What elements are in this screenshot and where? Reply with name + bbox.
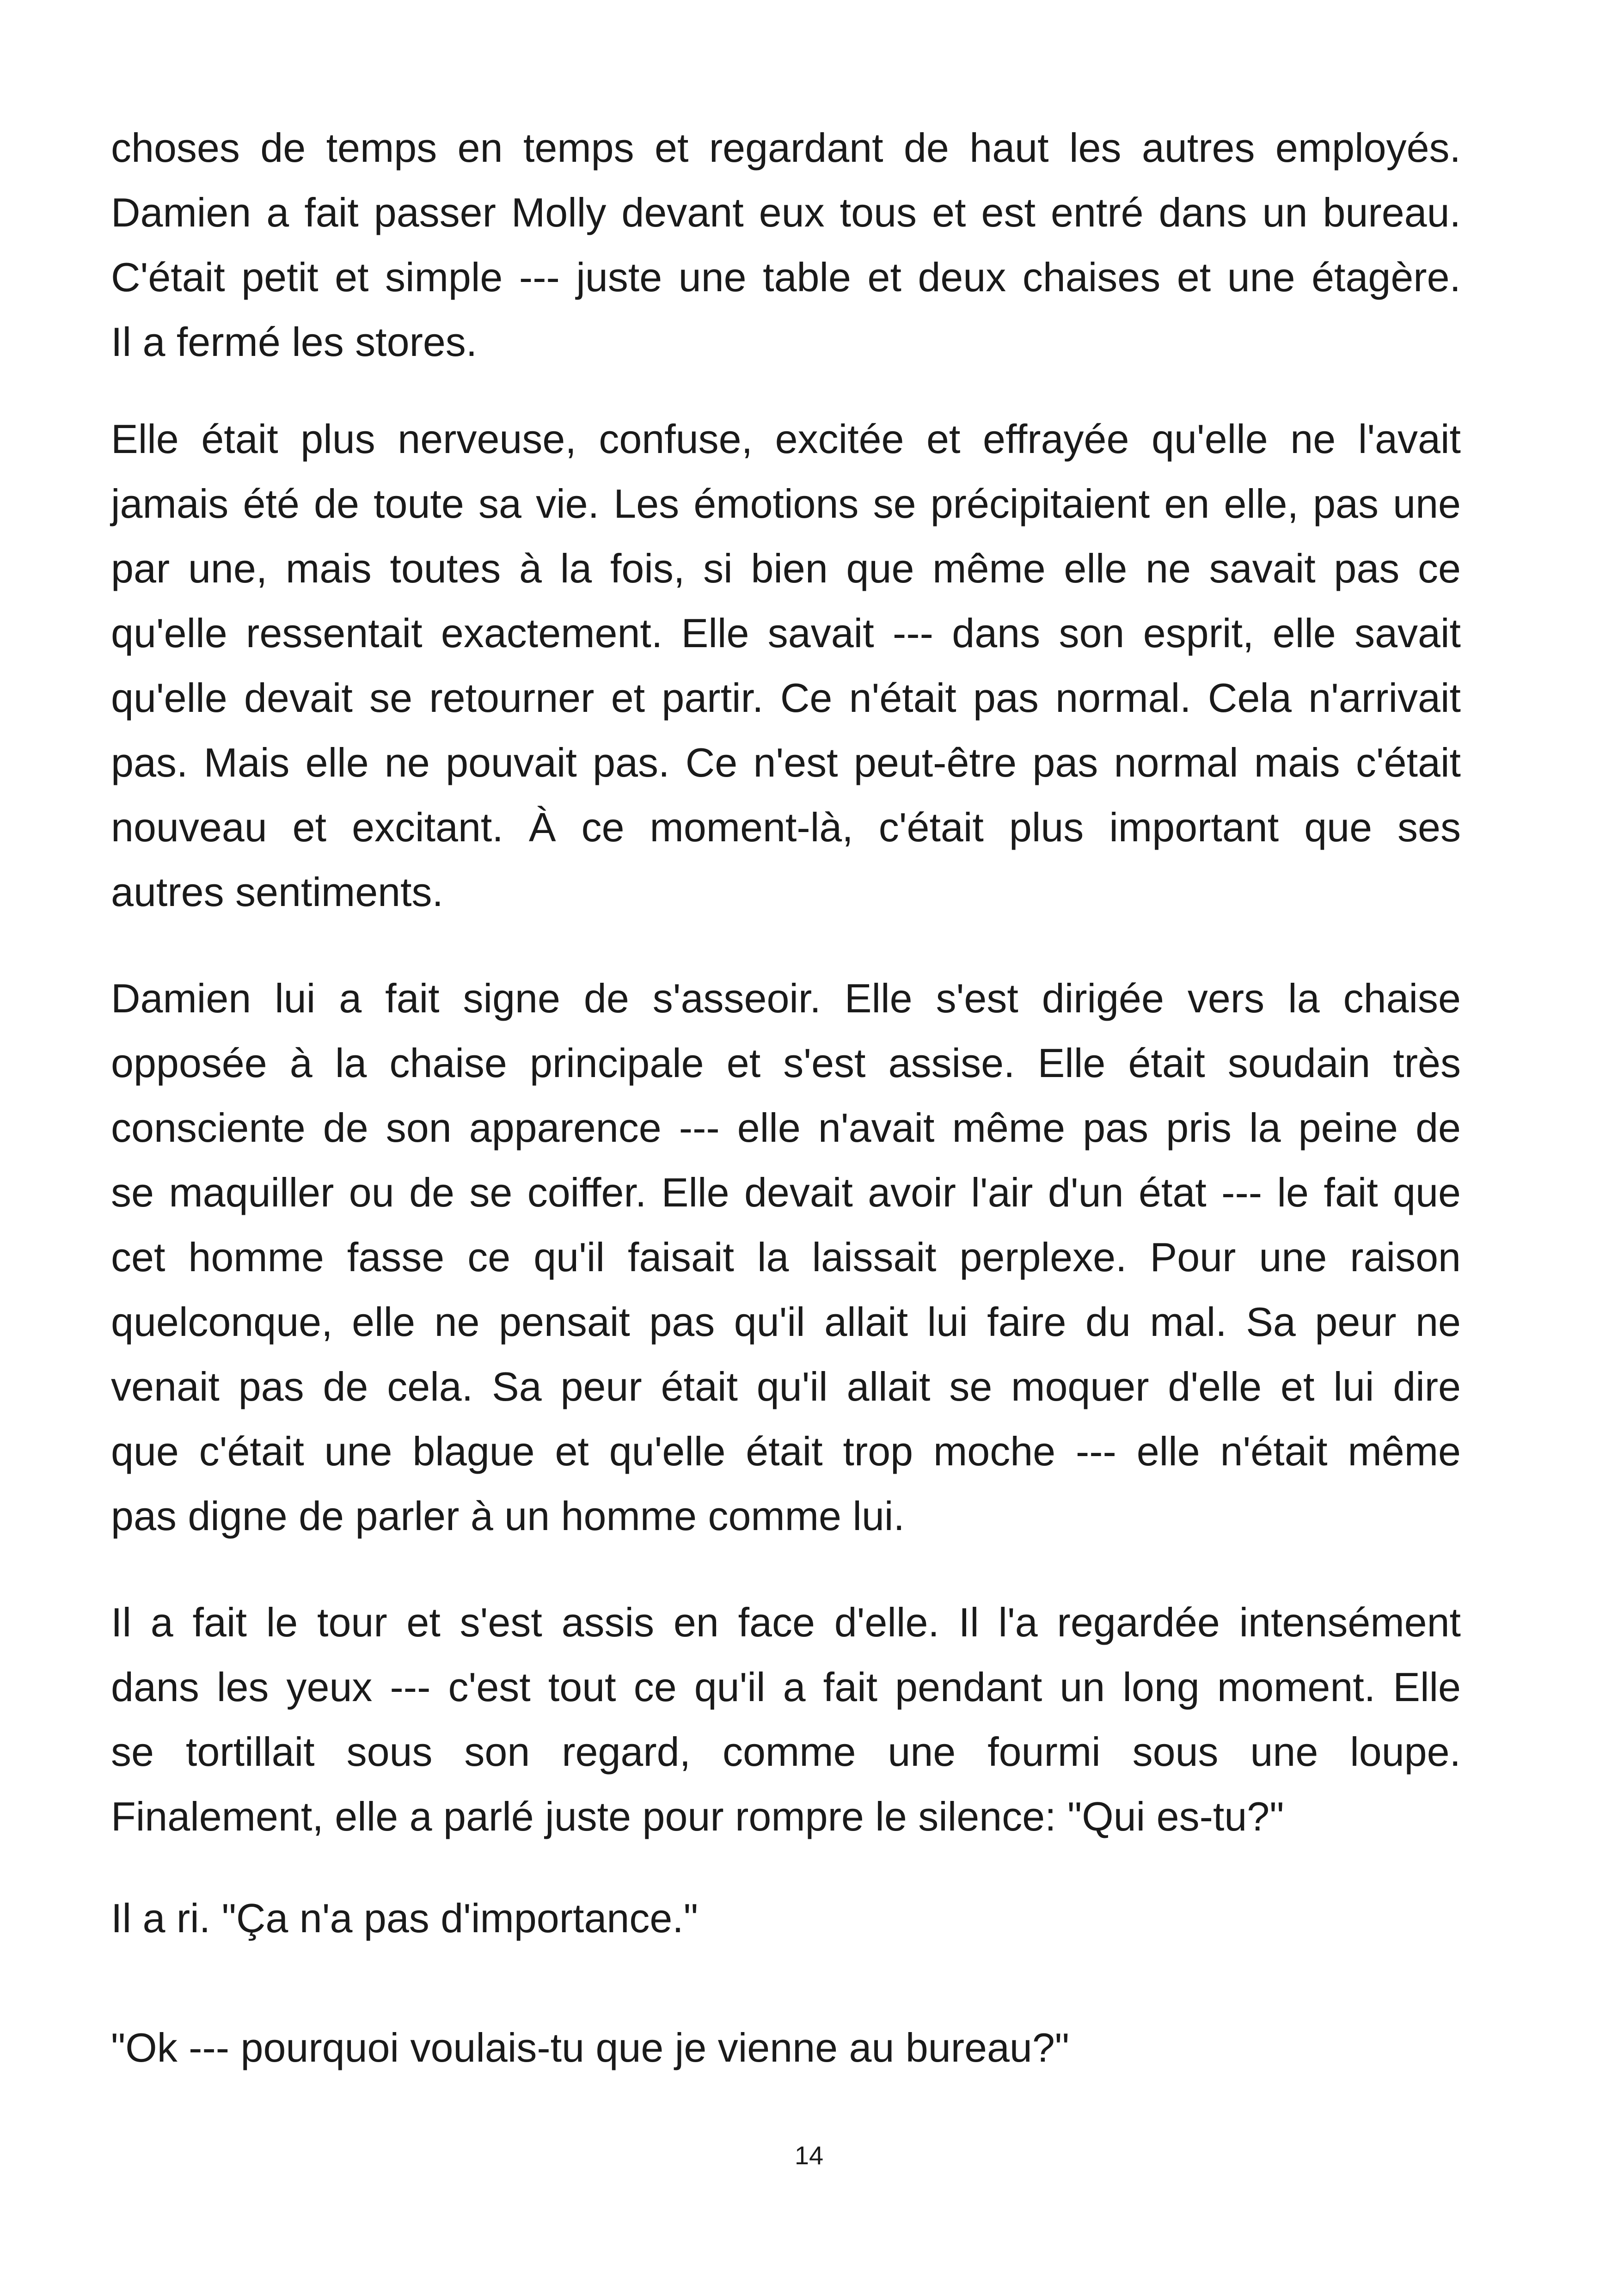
text-line: que c'était une blague et qu'elle était trop moche --- elle n'était même	[111, 1428, 1461, 1474]
text-line: consciente de son apparence --- elle n'avait même pas pris la peine de	[111, 1105, 1461, 1151]
text-line: quelconque, elle ne pensait pas qu'il allait lui faire du mal. Sa peur ne	[111, 1299, 1461, 1345]
text-line: C'était petit et simple --- juste une table et deux chaises et une étagère.	[111, 254, 1461, 300]
page-number: 14	[794, 2141, 824, 2170]
text-line: qu'elle ressentait exactement. Elle savait --- dans son esprit, elle savait	[111, 610, 1461, 656]
text-line: pas digne de parler à un homme comme lui.	[111, 1493, 905, 1539]
text-line: par une, mais toutes à la fois, si bien que même elle ne savait pas ce	[111, 545, 1461, 591]
text-line: Il a ri. "Ça n'a pas d'importance."	[111, 1895, 698, 1941]
paragraph-3	[111, 966, 1461, 1549]
text-line: Damien lui a fait signe de s'asseoir. Elle s'est dirigée vers la chaise	[111, 975, 1461, 1021]
paragraph-5	[111, 1886, 1461, 1951]
text-line: Finalement, elle a parlé juste pour rompre le silence: "Qui es-tu?"	[111, 1794, 1284, 1839]
text-line: nouveau et excitant. À ce moment-là, c'était plus important que ses	[111, 804, 1461, 850]
text-line: se tortillait sous son regard, comme une fourmi sous une loupe.	[111, 1729, 1461, 1775]
text-line: venait pas de cela. Sa peur était qu'il allait se moquer d'elle et lui dire	[111, 1364, 1461, 1409]
paragraph-2	[111, 407, 1461, 925]
text-line: choses de temps en temps et regardant de haut les autres employés.	[111, 125, 1461, 171]
text-line: dans les yeux --- c'est tout ce qu'il a fait pendant un long moment. Elle	[111, 1664, 1461, 1710]
paragraph-1	[111, 116, 1461, 374]
text-line: autres sentiments.	[111, 869, 443, 915]
text-line: Elle était plus nerveuse, confuse, excitée et effrayée qu'elle ne l'avait	[111, 416, 1461, 462]
paragraph-4	[111, 1590, 1461, 1849]
text-line: jamais été de toute sa vie. Les émotions se précipitaient en elle, pas une	[111, 481, 1461, 527]
text-line: Il a fermé les stores.	[111, 319, 478, 365]
text-line: cet homme fasse ce qu'il faisait la laissait perplexe. Pour une raison	[111, 1234, 1461, 1280]
text-line: Il a fait le tour et s'est assis en face d'elle. Il l'a regardée intensément	[111, 1599, 1461, 1645]
text-line: se maquiller ou de se coiffer. Elle devait avoir l'air d'un état --- le fait que	[111, 1169, 1461, 1215]
text-line: Damien a fait passer Molly devant eux tous et est entré dans un bureau.	[111, 190, 1461, 235]
text-line: qu'elle devait se retourner et partir. Ce n'était pas normal. Cela n'arrivait	[111, 675, 1461, 721]
paragraph-6	[111, 2015, 1461, 2080]
text-line: pas. Mais elle ne pouvait pas. Ce n'est peut-être pas normal mais c'était	[111, 740, 1461, 785]
text-line: opposée à la chaise principale et s'est assise. Elle était soudain très	[111, 1040, 1461, 1086]
text-line: "Ok --- pourquoi voulais-tu que je vienne au bureau?"	[111, 2025, 1070, 2070]
